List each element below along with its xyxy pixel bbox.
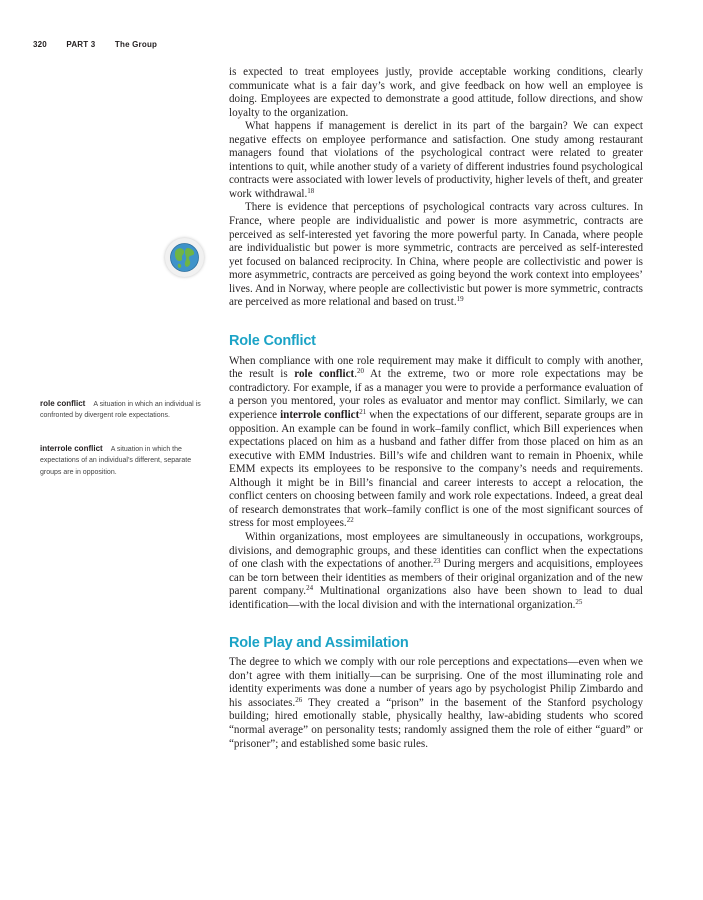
part-title: The Group <box>114 40 158 49</box>
footnote-ref: 23 <box>433 557 441 566</box>
section-heading-role-conflict: Role Conflict <box>229 332 316 349</box>
margin-note-interrole-conflict <box>40 443 210 478</box>
footnote-ref: 24 <box>306 584 314 593</box>
key-term: interrole conflict <box>280 409 360 422</box>
margin-note-role-conflict <box>40 398 210 422</box>
margin-term: interrole conflict <box>40 444 103 453</box>
globe-icon <box>165 238 204 277</box>
footnote-ref: 19 <box>456 295 464 304</box>
footnote-ref: 26 <box>295 695 303 704</box>
margin-definition: A situation in which the expectations of an individual’s different, separate groups are in opposition. <box>40 446 192 476</box>
running-header <box>33 40 174 52</box>
part-label: PART 3 <box>66 40 96 49</box>
margin-definition: A situation in which an individual is confronted by divergent role expectations. <box>40 401 201 420</box>
margin-term: role conflict <box>40 399 86 408</box>
section-heading-role-play: Role Play and Assimilation <box>229 635 409 652</box>
footnote-ref: 22 <box>346 516 354 525</box>
key-term: role conflict <box>294 368 355 381</box>
footnote-ref: 18 <box>307 186 315 195</box>
footnote-ref: 21 <box>359 408 367 417</box>
main-column <box>229 66 643 751</box>
page-number: 320 <box>33 40 47 49</box>
paragraph: Within organizations, most employees are simultaneously in occupations, workgroups, divisions, and demographic groups, and these identities can conflict when the expectations of one clash with the expectations of another.$^{23}$ During mergers and acquisitions, employees can be torn between their identities as members of their original organization and of the new parent company.$^{24}$ Multinational organizations also have been shown to lead to dual identification—with the local division and with the international organization.$^{25}$ <box>229 530 643 611</box>
footnote-ref: 20 <box>357 367 364 376</box>
paragraph: When compliance with one role requirement may make it difficult to comply with another, the result is role conflict.$^{20}$ At the extreme, two or more role expectations may be contradictory. For example, if as a manager you were to provide a performance evaluation of a person you mentored, your roles as evaluator and mentor may conflict. Similarly, we can experience interrole conflict$^{21}$ when the expectations of our different, separate groups are in opposition. An example can be found in work–family conflict, which Bill experiences when expectations placed on him as a husband and father differ from those placed on him as an executive with EMM Industries. Bill’s wife and children want to remain in Phoenix, while EMM expects its employees to be responsive to the company’s needs and requirements. Although it might be in Bill’s financial and career interests to accept a relocation, the conflict centers on choosing between family and work role expectations. Indeed, a great deal of research demonstrates that work–family conflict is one of the most significant sources of stress for most employees.$^{22}$ <box>229 354 644 530</box>
globe-icon-graphic <box>169 242 200 273</box>
paragraph: What happens if management is derelict in its part of the bargain? We can expect negative effects on employee performance and satisfaction. One study among restaurant managers found that violations of the psychological contract were related to greater intentions to quit, while another study of a variety of different industries found psychological contracts were associated with lower levels of productivity, higher levels of theft, and greater work withdrawal.$^{18}$ <box>229 120 643 200</box>
footnote-ref: 25 <box>575 597 583 606</box>
paragraph: The degree to which we comply with our role perceptions and expectations—even when we don’t agree with them initially—can be surprising. One of the most illuminating role and identity experiments was done a number of years ago by psychologist Philip Zimbardo and his associates.$^{26}$ They created a “prison” in the basement of the Stanford psychology building; hired emotionally stable, physically healthy, law-abiding students who scored “normal average” on personality tests; randomly assigned them the role of either “guard” or “prisoner”; and established some basic rules. <box>229 656 643 750</box>
paragraph: is expected to treat employees justly, provide acceptable working conditions, clearly communicate what is a fair day’s work, and give feedback on how well an employee is doing. Employees are expected to demonstrate a good attitude, follow directions, and show loyalty to the organization. <box>229 66 643 119</box>
paragraph: There is evidence that perceptions of psychological contracts vary across cultures. In France, where people are individualistic and power is more asymmetric, contracts are perceived as self-interested yet favoring the more powerful party. In Canada, where people are individualistic but power is more symmetric, contracts are perceived as self-interested yet focused on balanced reciprocity. In China, where people are collectivistic and power is more asymmetric, contracts are perceived as going beyond the work context into employees’ lives. And in Norway, where people are collectivistic but power is more symmetric, contracts are perceived as more relational and based on trust.$^{19}$ <box>229 201 643 309</box>
